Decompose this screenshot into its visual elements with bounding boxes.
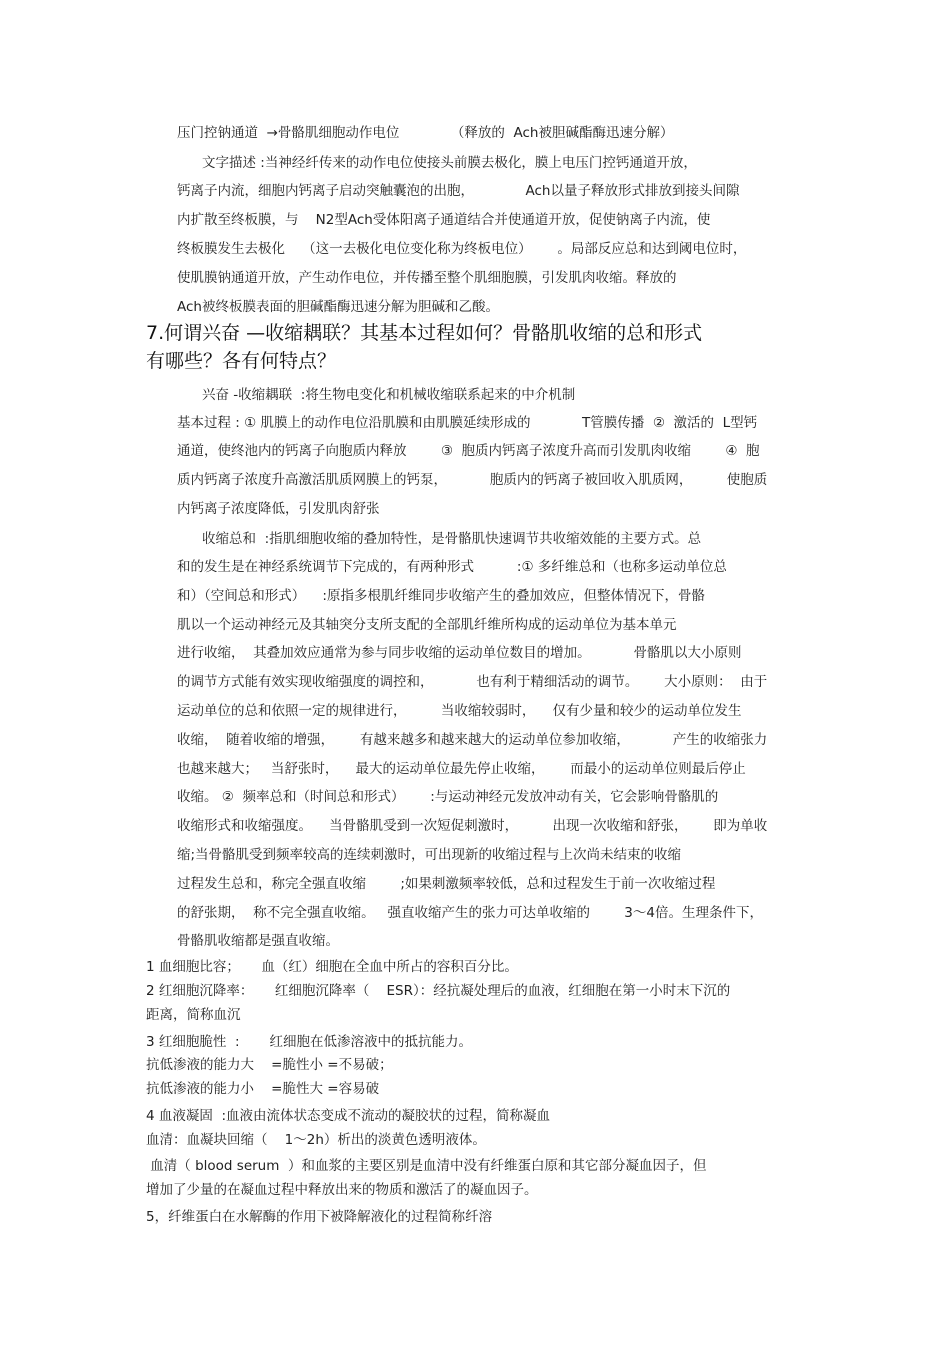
text-line: 通道，使终池内的钙离子向胞质内释放 ③ 胞质内钙离子浓度升高而引发肌肉收缩 ④ 胞 xyxy=(177,443,760,459)
text-line: 1 血细胞比容； 血（红）细胞在全血中所占的容积百分比。 xyxy=(146,959,518,975)
text-line: Ach被终板膜表面的胆碱酯酶迅速分解为胆碱和乙酸。 xyxy=(177,299,499,315)
text-line: 使肌膜钠通道开放，产生动作电位，并传播至整个肌细胞膜，引发肌肉收缩。释放的 xyxy=(177,270,677,286)
text-line: 收缩形式和收缩强度。 当骨骼肌受到一次短促刺激时， 出现一次收缩和舒张， 即为单收 xyxy=(177,818,768,834)
text-line: 抗低渗液的能力小 =脆性大 =容易破 xyxy=(146,1081,380,1097)
text-line: 过程发生总和，称完全强直收缩 ;如果刺激频率较低，总和过程发生于前一次收缩过程 xyxy=(177,876,716,892)
text-line: 文字描述 :当神经纤传来的动作电位使接头前膜去极化，膜上电压门控钙通道开放， xyxy=(202,155,697,171)
text-line: 和的发生是在神经系统调节下完成的，有两种形式 :① 多纤维总和（也称多运动单位总 xyxy=(177,559,727,575)
definition-line: 兴奋 -收缩耦联 :将生物电变化和机械收缩联系起来的中介机制 xyxy=(202,387,576,403)
text-line: 2 红细胞沉降率： 红细胞沉降率（ ESR）：经抗凝处理后的血液，红细胞在第一小时末下沉的 xyxy=(146,983,731,999)
text-line: 进行收缩， 其叠加效应通常为参与同步收缩的运动单位数目的增加。 骨骼肌以大小原则 xyxy=(177,645,742,661)
text-line: 内钙离子浓度降低，引发肌肉舒张 xyxy=(177,501,380,517)
text-line: 和）（空间总和形式） :原指多根肌纤维同步收缩产生的叠加效应，但整体情况下，骨骼 xyxy=(177,588,705,604)
text-line: 的舒张期， 称不完全强直收缩。 强直收缩产生的张力可达单收缩的 3～4倍。生理条件下， xyxy=(177,905,763,921)
heading-line: 7.何谓兴奋 —收缩耦联？其基本过程如何？骨骼肌收缩的总和形式 xyxy=(146,322,703,344)
text-line: 缩;当骨骼肌受到频率较高的连续刺激时，可出现新的收缩过程与上次尚未结束的收缩 xyxy=(177,847,682,863)
text-line: 也越来越大； 当舒张时， 最大的运动单位最先停止收缩， 而最小的运动单位则最后停止 xyxy=(177,761,746,777)
text-line: 距离，简称血沉 xyxy=(146,1007,241,1023)
text-line: 4 血液凝固 :血液由流体状态变成不流动的凝胶状的过程，简称凝血 xyxy=(146,1108,551,1124)
text-line: 增加了少量的在凝血过程中释放出来的物质和激活了的凝血因子。 xyxy=(146,1182,538,1198)
text-line: 收缩。 ② 频率总和（时间总和形式） :与运动神经元发放冲动有关，它会影响骨骼肌的 xyxy=(177,789,719,805)
text-line: 抗低渗液的能力大 =脆性小 =不易破； xyxy=(146,1057,393,1073)
text-line: 运动单位的总和依照一定的规律进行， 当收缩较弱时， 仅有少量和较少的运动单位发生 xyxy=(177,703,742,719)
text-line: 血清：血凝块回缩（ 1～2h）析出的淡黄色透明液体。 xyxy=(146,1132,486,1148)
text-line: 终板膜发生去极化 （这一去极化电位变化称为终板电位） 。局部反应总和达到阈电位时， xyxy=(177,241,747,257)
text-line: 3 红细胞脆性 : 红细胞在低渗溶液中的抵抗能力。 xyxy=(146,1034,473,1050)
text-line: 骨骼肌收缩都是强直收缩。 xyxy=(177,933,339,949)
text-line: 血清（ blood serum ）和血浆的主要区别是血清中没有纤维蛋白原和其它部分凝血因子，但 xyxy=(146,1158,707,1174)
text-line: 收缩， 随着收缩的增强， 有越来越多和越来越大的运动单位参加收缩， 产生的收缩张力 xyxy=(177,732,768,748)
text-line: 的调节方式能有效实现收缩强度的调控和， 也有利于精细活动的调节。 大小原则： 由于 xyxy=(177,674,768,690)
text-line: 收缩总和 :指肌细胞收缩的叠加特性，是骨骼肌快速调节共收缩效能的主要方式。总 xyxy=(202,531,702,547)
text-line: 钙离子内流，细胞内钙离子启动突触囊泡的出胞， Ach以量子释放形式排放到接头间隙 xyxy=(177,183,740,199)
text-line: 压门控钠通道 →骨骼肌细胞动作电位 （释放的 Ach被胆碱酯酶迅速分解） xyxy=(177,125,674,141)
heading-line: 有哪些？各有何特点？ xyxy=(146,350,337,372)
text-line: 肌以一个运动神经元及其轴突分支所支配的全部肌纤维所构成的运动单位为基本单元 xyxy=(177,617,677,633)
text-line: 基本过程 : ① 肌膜上的动作电位沿肌膜和由肌膜延续形成的 T管膜传播 ② 激活的 L型钙 xyxy=(177,415,758,431)
text-line: 内扩散至终板膜，与 N2型Ach受体阳离子通道结合并使通道开放，促使钠离子内流，使 xyxy=(177,212,711,228)
text-line: 质内钙离子浓度升高激活肌质网膜上的钙泵， 胞质内的钙离子被回收入肌质网， 使胞质 xyxy=(177,472,768,488)
text-line: 5，纤维蛋白在水解酶的作用下被降解液化的过程简称纤溶 xyxy=(146,1209,493,1225)
